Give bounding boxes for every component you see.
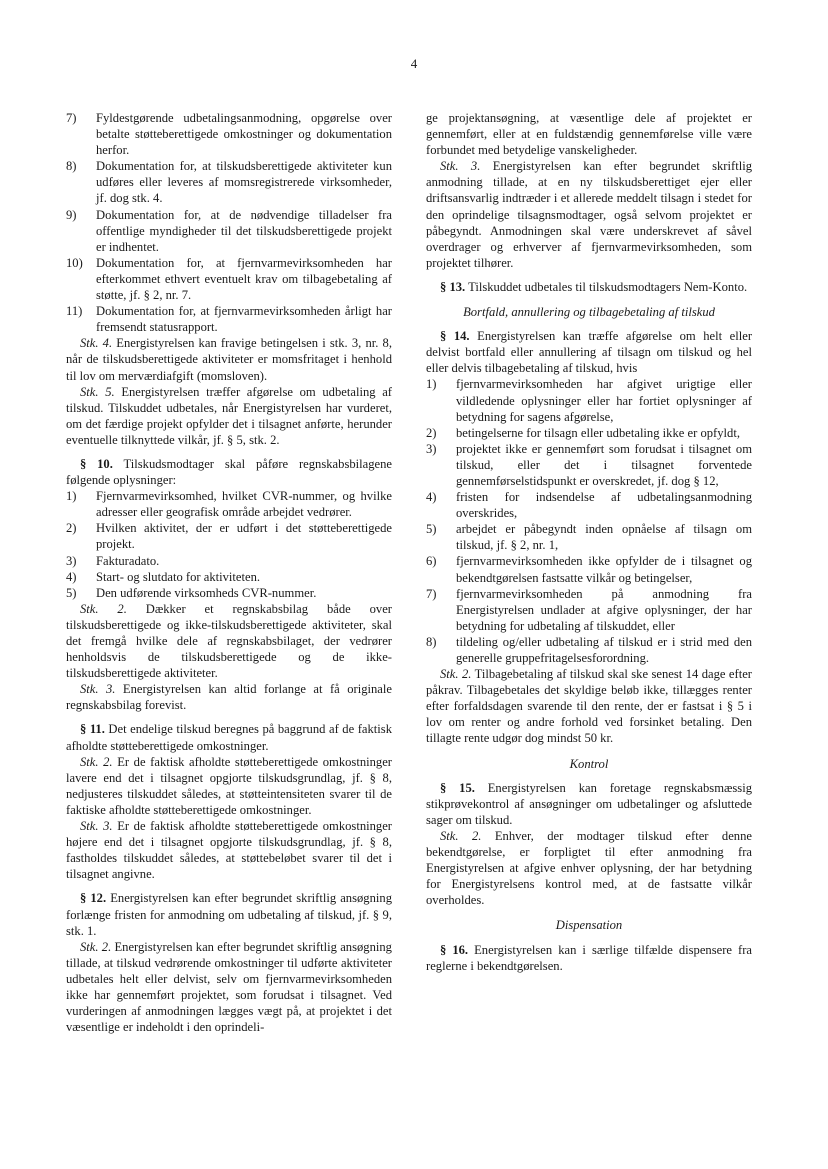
paragraph-continuation: ge projektansøgning, at væsentlige dele af projektet er gennemført, eller at en fuldstændig gennemførelse ville være forbundet med betydelige vanskeligheder. [426,111,752,158]
list-item [426,586,752,634]
list-item [426,425,752,441]
stk-label: Stk. 3. [440,159,481,174]
list-item-number: 2) [426,425,437,440]
list-item-text: tildeling og/eller udbetaling af tilskud er i strid med den generelle gruppefritagelsesforordning. [456,634,752,665]
list-item-text: fjernvarmevirksomheden ikke opfylder de i tilsagnet og bekendtgørelsen fastsatte vilkår og betingelser, [456,554,752,585]
list-item [66,553,392,569]
list-item [66,207,392,255]
list-item-number: 7) [426,586,437,601]
paragraph-s9-stk4 [66,335,392,383]
list-item-text: Start- og slutdato for aktiviteten. [96,569,261,584]
section-11 [66,721,392,753]
list-item-number: 7) [66,111,77,125]
list-item-text: Den udførende virksomheds CVR-nummer. [96,585,317,600]
list-item-number: 8) [426,634,437,649]
left-column [66,110,392,1035]
paragraph-s10-stk2 [66,601,392,681]
paragraph-text: Tilskudsmodtager skal påføre regnskabsbilagene følgende oplysninger: [66,456,392,488]
list-item-number: 3) [426,441,437,456]
page-number: 4 [410,56,418,71]
list-item [426,376,752,424]
list-item-text: Fyldestgørende udbetalingsanmodning, opgørelse over betalte støtteberettigede omkostninger og dokumentation herfor. [96,111,392,158]
list-item-text: Dokumentation for, at de nødvendige tilladelser fra offentlige myndigheder til det tilskudsberettigede projekt er indhentet. [96,207,392,254]
list-item-text: Dokumentation for, at fjernvarmevirksomheden årligt har fremsendt statusrapport. [96,304,392,335]
paragraph-s11-stk3 [66,818,392,882]
paragraph-s9-stk5 [66,384,392,448]
list-item [66,488,392,520]
right-column [426,110,752,974]
list-item-number: 1) [66,489,77,504]
list-item [66,110,392,158]
list-item-text: arbejdet er påbegyndt inden opnåelse af tilsagn om tilskud, jf. § 2, nr. 1, [456,522,752,553]
list-item-text: betingelserne for tilsagn eller udbetaling ikke er opfyldt, [456,425,740,440]
list-item-text: Dokumentation for, at fjernvarmevirksomheden har efterkommet ethvert eventuelt krav om tilbagebetaling af støtte, jf. § 2, nr. 7. [96,255,392,303]
stk-label: Stk. 2. [80,939,112,954]
requirements-list-b [66,488,392,601]
stk-label: Stk. 2. [80,601,127,616]
list-item [426,441,752,489]
paragraph-text: Tilbagebetaling af tilskud skal ske senest 14 dage efter påkrav. Tilbagebetales det skyldige beløb ikke, tillægges renter efter forfaldsdagen svarende til den rente, der er fastsat i § 5 i lov om renter og andre forhold ved forsinket betaling. Den tillagte rente udgør dog mindst 50 kr. [426,667,752,746]
list-item [426,553,752,585]
section-label: § 15. [440,780,475,795]
list-item [66,520,392,552]
section-label: § 12. [80,891,107,906]
section-heading: Kontrol [569,756,609,771]
section-label: § 13. [440,279,466,294]
list-item-text: fristen for indsendelse af udbetalingsanmodning overskrides, [456,490,752,521]
paragraph-s11-stk2 [66,754,392,818]
paragraph-text: Dækker et regnskabsbilag både over tilskudsberettigede og ikke-tilskudsberettigede aktiviteter, skal det fremgå hvilke dele af regnskabsbilaget, der vedrører henholdsvis de tilskudsberettigede og de ikke-tilskudsberettigede aktiviteter. [66,601,392,681]
paragraph-text: Energistyrelsen kan altid forlange at få originale regnskabsbilag forevist. [66,682,392,713]
list-item-text: Fakturadato. [96,553,160,568]
stk-label: Stk. 2. [440,828,482,843]
paragraph-text: Tilskuddet udbetales til tilskudsmodtagers Nem-Konto. [465,279,748,294]
stk-label: Stk. 3. [80,682,116,697]
list-item [66,255,392,303]
paragraph-s14-stk2 [426,666,752,746]
list-item-number: 2) [66,521,77,536]
list-item-text: projektet ikke er gennemført som forudsat i tilsagnet om tilskud, eller det i tilsagnet forventede gennemførselstidspunkt er overskredet, jf. dog § 12, [456,441,752,488]
section-label: § 10. [80,456,113,471]
stk-label: Stk. 5. [80,384,115,399]
list-item-text: fjernvarmevirksomheden på anmodning fra Energistyrelsen undlader at afgive oplysninger, der har betydning for udbetaling af tilskuddet, eller [456,586,752,633]
conditions-list [426,376,752,666]
stk-label: Stk. 2. [440,667,472,682]
list-item-text: Hvilken aktivitet, der er udført i det støtteberettigede projekt. [96,521,392,552]
list-item [66,569,392,585]
paragraph-text: Det endelige tilskud beregnes på baggrund af de faktisk afholdte støtteberettigede omkostninger. [66,722,392,753]
paragraph-text: Energistyrelsen kan i særlige tilfælde dispensere fra reglerne i bekendtgørelsen. [426,942,752,973]
list-item-number: 10) [66,255,83,270]
section-heading: Dispensation [555,918,623,933]
paragraph-text: Energistyrelsen kan efter begrundet skriftlig anmodning tillade, at en ny tilskudsberettiget ejer eller driftsansvarlig indtræder i et allerede meddelt tilsagn i stedet for den oprindelige tilsagnsmodtager, også selvom projektet er påbegyndt. Anmodningen skal være underskrevet af såvel overdrager og erhverver af fjernvarmevirksomheden, som projektet tilhører. [426,159,752,270]
section-12 [66,890,392,938]
paragraph-text: Energistyrelsen kan fravige betingelsen i stk. 3, nr. 8, når de tilskudsberettigede aktiviteter er momsfritaget i henhold til lov om merværdiafgift (momsloven). [66,336,392,383]
paragraph-text: Er de faktisk afholdte støtteberettigede omkostninger højere end det i tilsagnet opgjorte tilskudsgrundlag, jf. § 8, fastholdes tilskuddet således, at støttebeløbet svarer til det i tilsagnet angivne. [66,819,392,882]
list-item-number: 4) [66,569,77,584]
section-label: § 16. [440,942,469,957]
paragraph-text: Energistyrelsen kan foretage regnskabsmæssig stikprøvekontrol af ansøgninger om udbetalinger og afsluttede sager om tilskud. [426,780,752,827]
stk-label: Stk. 2. [80,754,113,769]
paragraph-text: Energistyrelsen kan efter begrundet skriftlig ansøgning tillade, at tilskud vedrørende omkostninger til udførte aktiviteter udbetales helt eller delvist, selv om fjernvarmevirksomheden ikke har gennemført projektet, som forudsat i tilsagnet. Ved vurderingen af anmodningen lægges vægt på, at projektet i det væsentlige er indeholdt i den oprindeli- [66,939,392,1035]
list-item [426,634,752,666]
paragraph-text: Enhver, der modtager tilskud efter denne bekendtgørelse, er forpligtet til efter anmodning fra Energistyrelsen at afgive enhver oplysning, der har betydning for Energistyrelsens kontrol med, at de fastsatte vilkår overholdes. [426,828,752,908]
list-item-text: fjernvarmevirksomheden har afgivet urigtige eller vildledende oplysninger eller har fortiet oplysninger af betydning for sagens afgørelse, [456,377,752,424]
paragraph-s15-stk2 [426,828,752,908]
list-item [66,303,392,335]
section-16 [426,942,752,974]
section-label: § 14. [440,329,470,344]
section-label: § 11. [80,722,105,737]
paragraph-text: Energistyrelsen kan træffe afgørelse om helt eller delvist bortfald eller annullering af tilsagn om tilskud og hel eller delvis tilbagebetaling af tilskud, hvis [426,329,753,376]
list-item [426,521,752,553]
paragraph-s10-stk3 [66,681,392,713]
list-item-number: 6) [426,554,437,569]
section-10 [66,456,392,488]
section-14 [426,328,752,376]
section-heading: Bortfald, annullering og tilbagebetaling af tilskud [463,305,715,320]
list-item-number: 4) [426,490,437,505]
list-item-number: 5) [66,585,77,600]
list-item-number: 8) [66,159,77,174]
paragraph-s12-stk2 [66,939,392,1036]
list-item-number: 3) [66,553,77,568]
requirements-list-a [66,110,392,335]
list-item-text: Fjernvarmevirksomhed, hvilket CVR-nummer, og hvilke adresser eller geografisk område arbejdet vedrører. [96,489,392,520]
stk-label: Stk. 4. [80,336,113,351]
list-item-text: Dokumentation for, at tilskudsberettigede aktiviteter kun udføres eller leveres af momsregistrerede virksomheder, jf. dog stk. 4. [96,159,392,206]
paragraph-s12-stk3 [426,158,752,271]
stk-label: Stk. 3. [80,819,113,834]
list-item-number: 5) [426,522,437,537]
paragraph-text: Energistyrelsen kan efter begrundet skriftlig ansøgning forlænge fristen for anmodning om udbetaling af tilskud, jf. § 9, stk. 1. [66,891,392,938]
list-item-number: 9) [66,207,77,222]
section-13 [426,279,752,295]
paragraph-text: Er de faktisk afholdte støtteberettigede omkostninger lavere end det i tilsagnet opgjorte tilskudsgrundlag, jf. § 8, nedjusteres tilskuddet således, at støtteintensiteten svarer til de faktiske afholdte støtteberettigede omkostninger. [66,754,392,817]
list-item-number: 1) [426,377,437,392]
list-item [426,489,752,521]
list-item-number: 11) [66,304,83,319]
list-item [66,585,392,601]
section-15 [426,780,752,828]
paragraph-text: Energistyrelsen træffer afgørelse om udbetaling af tilskud. Tilskuddet udbetales, når Energistyrelsen har vurderet, om det færdige projekt opfylder det i tilsagnet anførte, herunder eventuelle tilknyttede vilkår, jf. § 5, stk. 2. [66,384,392,447]
list-item [66,158,392,206]
